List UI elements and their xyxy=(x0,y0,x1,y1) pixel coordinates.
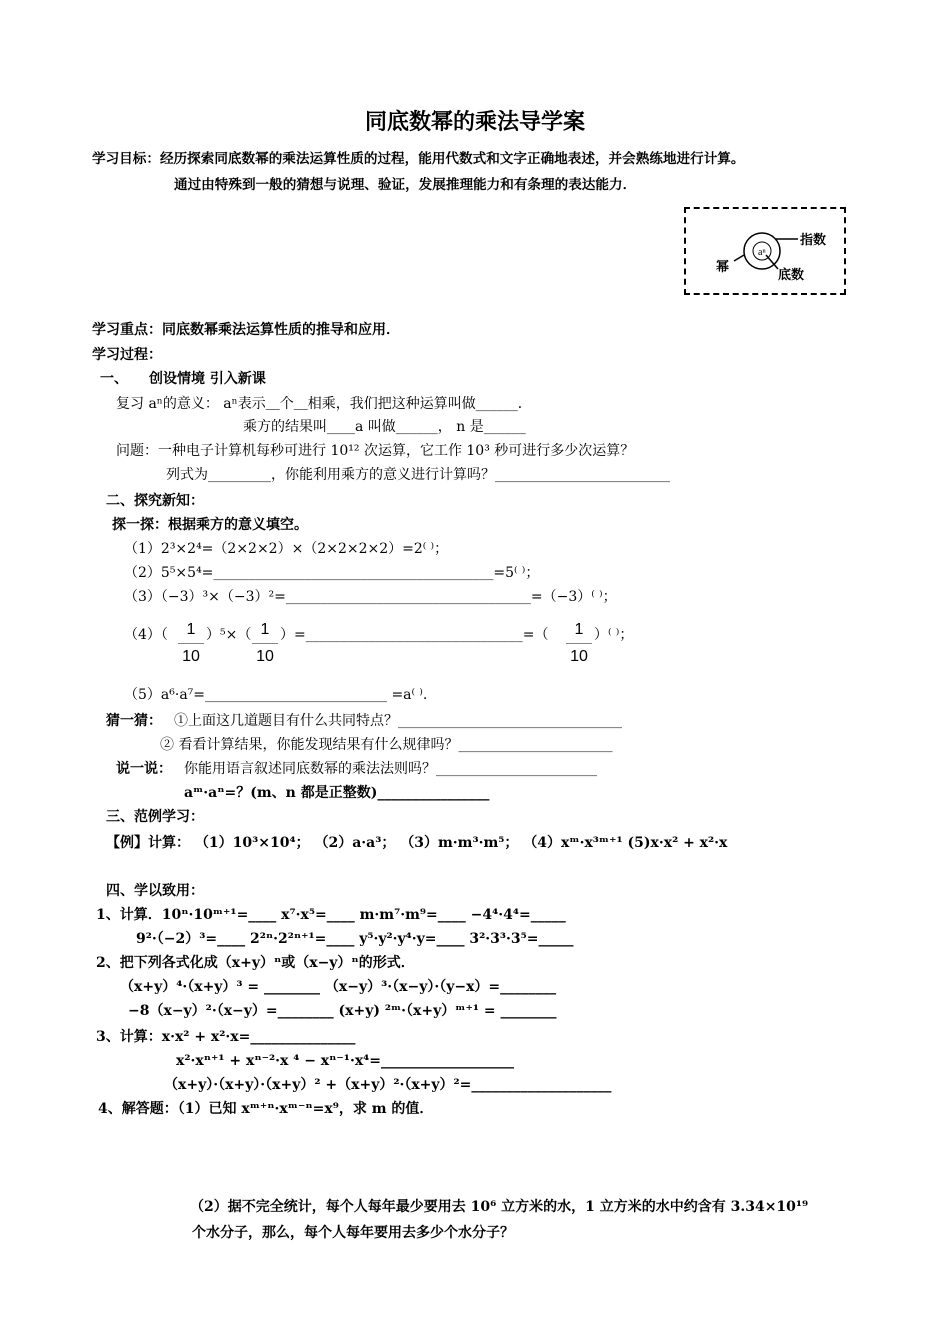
explore-label: 探一探：根据乘方的意义填空。 xyxy=(112,517,308,533)
section2-heading: 二、探究新知： xyxy=(106,493,204,509)
say-question-1: 你能用语言叙述同底数幂的乘法法则吗？_______________________ xyxy=(184,761,597,777)
section1-heading: 一、 创设情境 引入新课 xyxy=(100,371,266,387)
fraction-numerator: 1 xyxy=(260,621,270,638)
exercise-1-line1: 1、计算．10ⁿ·10ᵐ⁺¹=____ x⁷·x⁵=____ m·m⁷·m⁹=____ −4⁴·4⁴=_____ xyxy=(96,907,566,923)
learning-focus: 学习重点：同底数幂乘法运算性质的推导和应用． xyxy=(92,322,400,338)
fraction-bar xyxy=(252,643,278,644)
guess-label: 猜一猜： xyxy=(106,713,162,729)
guess-question-2: ② 看看计算结果，你能发现结果有什么规律吗？______________________ xyxy=(160,737,613,753)
exercise-4-part2-line2: 个水分子，那么，每个人每年要用去多少个水分子？ xyxy=(192,1225,514,1241)
exercise-4-part2-line1: （2）据不完全统计，每个人每年最少要用去 10⁶ 立方米的水，1 立方米的水中约含有 3.34×10¹⁹ xyxy=(190,1199,809,1215)
fraction-denominator: 10 xyxy=(570,648,588,665)
power-diagram xyxy=(686,209,844,293)
fraction-denominator: 10 xyxy=(256,648,274,665)
say-question-2: aᵐ·aⁿ=？(m、n 都是正整数)________________ xyxy=(184,785,490,801)
explore-item-4-part-d: ）⁽ ⁾； xyxy=(594,627,634,643)
explore-item-4-part-b: ）⁵×（ xyxy=(206,627,252,643)
exercise-2-line1: （x+y）⁴·（x+y）³ = ________ （x−y）³·（x−y）·（y−x）=________ xyxy=(120,979,557,995)
section3-heading: 三、范例学习： xyxy=(106,809,204,825)
power-pointer xyxy=(734,255,744,261)
fraction-3 xyxy=(566,620,592,667)
explore-item-2: （2）5⁵×5⁴=________________________________________=5⁽ ⁾； xyxy=(124,565,540,581)
exercise-4-part1: 4、解答题：（1）已知 xᵐ⁺ⁿ·xᵐ⁻ⁿ=x⁹，求 m 的值． xyxy=(98,1101,434,1117)
base-label: 底数 xyxy=(778,268,805,283)
guess-question-1: ①上面这几道题目有什么共同特点？________________________________ xyxy=(174,713,622,729)
diagram-center-symbol: aⁿ xyxy=(758,247,766,258)
explore-item-1: （1）2³×2⁴=（2×2×2）×（2×2×2×2）=2⁽ ⁾； xyxy=(124,541,449,557)
review-line2: 乘方的结果叫____a 叫做______， n 是______ xyxy=(243,419,526,435)
learning-process: 学习过程： xyxy=(92,347,162,363)
learning-goal-line1: 学习目标：经历探索同底数幂的乘法运算性质的过程，能用代数式和文字正确地表述，并会熟练地进行计算。 xyxy=(92,151,745,167)
exercise-1-line2: 9²·（−2）³=____ 2²ⁿ·2²ⁿ⁺¹=____ y⁵·y²·y⁴·y=____ 3²·3³·3⁵=_____ xyxy=(136,931,574,947)
explore-item-5: （5）a⁶·a⁷=__________________________ =a⁽ ⁾. xyxy=(124,687,428,703)
fraction-1 xyxy=(178,620,204,667)
review-line1: 复习 aⁿ的意义： aⁿ表示＿个＿相乘，我们把这种运算叫做______． xyxy=(116,396,532,412)
fraction-bar xyxy=(566,643,592,644)
exercise-3-line2: x²·xⁿ⁺¹ + xⁿ⁻²·x ⁴ − xⁿ⁻¹·x⁴=___________________ xyxy=(176,1053,515,1069)
question-line1: 问题：一种电子计算机每秒可进行 10¹² 次运算，它工作 10³ 秒可进行多少次运算？ xyxy=(116,443,635,459)
exponent-label: 指数 xyxy=(800,233,827,248)
explore-item-4-part-c: ）=_______________________________=（ xyxy=(280,627,549,643)
example-line: 【例】计算： （1）10³×10⁴； （2）a·a³； （3）m·m³·m⁵； （4）xᵐ·x³ᵐ⁺¹ (5)x·x² + x²·x xyxy=(106,835,728,851)
power-label: 幂 xyxy=(716,260,730,275)
page-title: 同底数幂的乘法导学案 xyxy=(364,110,585,135)
learning-goal-line2: 通过由特殊到一般的猜想与说理、验证，发展推理能力和有条理的表达能力． xyxy=(174,177,637,193)
explore-item-4-part-a: （4）（ xyxy=(124,627,168,643)
explore-item-3: （3）（−3）³×（−3）²=___________________________________=（−3）⁽ ⁾； xyxy=(124,589,617,605)
fraction-denominator: 10 xyxy=(182,648,200,665)
fraction-numerator: 1 xyxy=(574,621,584,638)
section4-heading: 四、学以致用： xyxy=(106,883,204,899)
exercise-2-line2: −8（x−y）²·（x−y）=________ (x+y) ²ᵐ·（x+y）ᵐ⁺¹ = ________ xyxy=(128,1003,557,1019)
power-diagram-box xyxy=(684,207,846,295)
say-label: 说一说： xyxy=(116,761,172,777)
fraction-numerator: 1 xyxy=(186,621,196,638)
question-line2: 列式为_________，你能利用乘方的意义进行计算吗？_________________________ xyxy=(166,467,670,483)
fraction-bar xyxy=(178,643,204,644)
exercise-2-prompt: 2、把下列各式化成（x+y）ⁿ或（x−y）ⁿ的形式． xyxy=(96,955,415,971)
exercise-3-line1: 3、计算：x·x² + x²·x=_______________ xyxy=(96,1029,356,1045)
exercise-3-line3: （x+y）·（x+y）·（x+y）² +（x+y）²·（x+y）²=____________________ xyxy=(164,1077,612,1093)
fraction-2 xyxy=(252,620,278,667)
